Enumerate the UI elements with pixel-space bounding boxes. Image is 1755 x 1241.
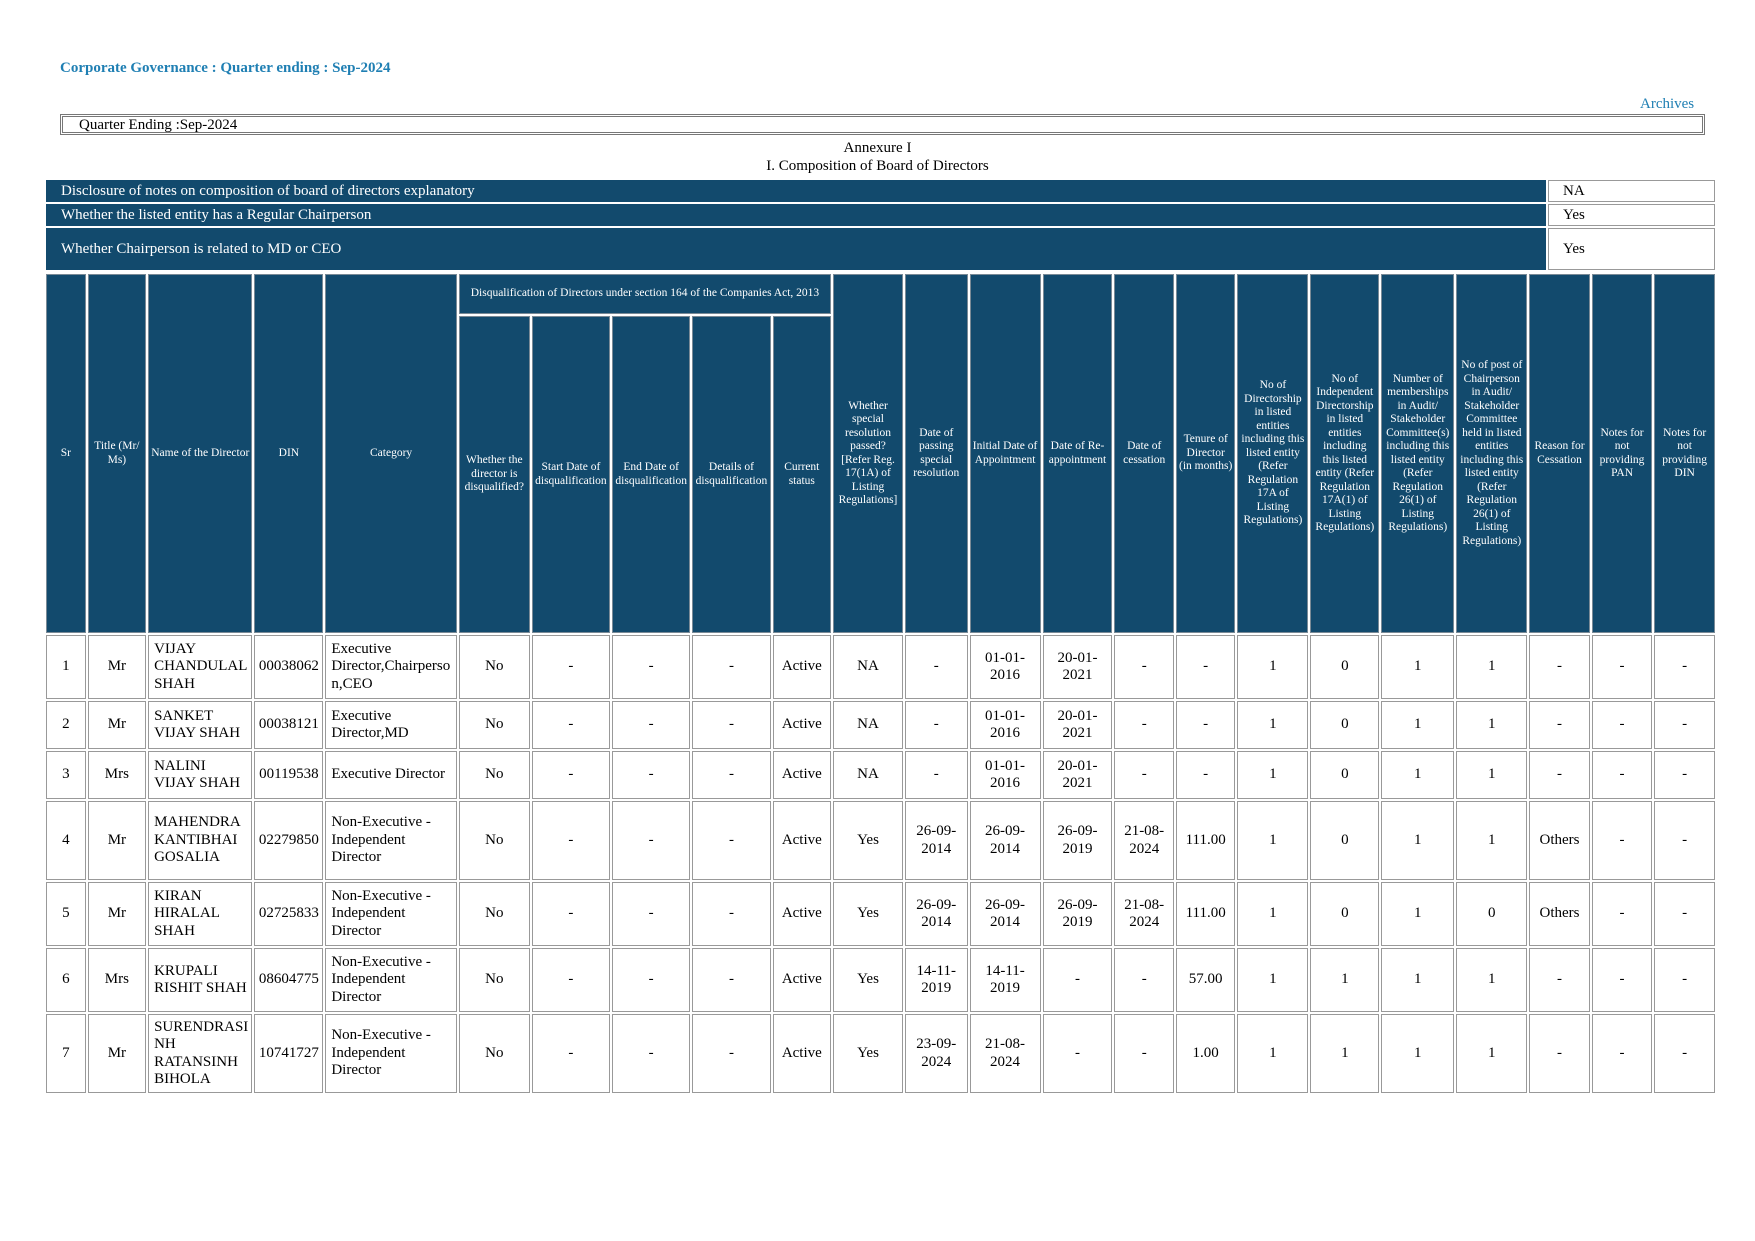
din-cell: 00119538 bbox=[254, 751, 323, 799]
start-date-cell: - bbox=[532, 751, 610, 799]
initial-date-cell: 26-09-2014 bbox=[970, 882, 1041, 946]
cessation-cell: - bbox=[1114, 948, 1173, 1012]
notes-din-cell: - bbox=[1654, 948, 1715, 1012]
sr-cell: 2 bbox=[46, 701, 86, 749]
disclosure-value: NA bbox=[1548, 180, 1715, 202]
cessation-cell: - bbox=[1114, 1014, 1173, 1093]
header-name: Name of the Director bbox=[148, 274, 252, 633]
disqualified-cell: No bbox=[459, 1014, 530, 1093]
disclosure-label: Whether Chairperson is related to MD or CEO bbox=[46, 228, 1546, 270]
table-row bbox=[46, 948, 1715, 1012]
reappointment-cell: 26-09-2019 bbox=[1043, 882, 1113, 946]
sr-cell: 5 bbox=[46, 882, 86, 946]
sr-cell: 4 bbox=[46, 801, 86, 880]
special-resolution-cell: NA bbox=[833, 635, 903, 699]
header-independent: No of Independent Directorship in listed entities including this listed entity (Refer Regulation 17A(1) of Listing Regulations) bbox=[1310, 274, 1379, 633]
status-cell: Active bbox=[773, 801, 831, 880]
reason-cell: - bbox=[1529, 948, 1590, 1012]
notes-pan-cell: - bbox=[1592, 948, 1653, 1012]
initial-date-cell: 21-08-2024 bbox=[970, 1014, 1041, 1093]
start-date-cell: - bbox=[532, 801, 610, 880]
chairperson-posts-cell: 1 bbox=[1456, 801, 1527, 880]
date-passing-cell: - bbox=[905, 751, 968, 799]
director-name-cell: NALINI VIJAY SHAH bbox=[148, 751, 252, 799]
start-date-cell: - bbox=[532, 882, 610, 946]
disqualified-cell: No bbox=[459, 801, 530, 880]
independent-cell: 1 bbox=[1310, 948, 1379, 1012]
tenure-cell: 57.00 bbox=[1176, 948, 1235, 1012]
header-title: Title (Mr/ Ms) bbox=[88, 274, 146, 633]
disclosure-row bbox=[46, 180, 1715, 202]
cessation-cell: 21-08-2024 bbox=[1114, 882, 1173, 946]
header-directorships: No of Directorship in listed entities including this listed entity (Refer Regulation 17A of Listing Regulations) bbox=[1237, 274, 1308, 633]
din-cell: 00038121 bbox=[254, 701, 323, 749]
special-resolution-cell: Yes bbox=[833, 882, 903, 946]
header-category: Category bbox=[325, 274, 457, 633]
disqualified-cell: No bbox=[459, 701, 530, 749]
end-date-cell: - bbox=[612, 1014, 690, 1093]
initial-date-cell: 01-01-2016 bbox=[970, 751, 1041, 799]
sr-cell: 3 bbox=[46, 751, 86, 799]
details-cell: - bbox=[692, 635, 770, 699]
independent-cell: 0 bbox=[1310, 751, 1379, 799]
notes-din-cell: - bbox=[1654, 801, 1715, 880]
status-cell: Active bbox=[773, 1014, 831, 1093]
details-cell: - bbox=[692, 801, 770, 880]
category-cell: Non-Executive - Independent Director bbox=[325, 801, 457, 880]
director-name-cell: MAHENDRA KANTIBHAI GOSALIA bbox=[148, 801, 252, 880]
end-date-cell: - bbox=[612, 948, 690, 1012]
header-tenure: Tenure of Director (in months) bbox=[1176, 274, 1235, 633]
table-row bbox=[46, 635, 1715, 699]
din-cell: 08604775 bbox=[254, 948, 323, 1012]
header-din: DIN bbox=[254, 274, 323, 633]
header-details: Details of disqualification bbox=[692, 316, 770, 633]
initial-date-cell: 01-01-2016 bbox=[970, 701, 1041, 749]
sr-cell: 6 bbox=[46, 948, 86, 1012]
status-cell: Active bbox=[773, 701, 831, 749]
reason-cell: - bbox=[1529, 701, 1590, 749]
end-date-cell: - bbox=[612, 882, 690, 946]
notes-pan-cell: - bbox=[1592, 751, 1653, 799]
reappointment-cell: - bbox=[1043, 948, 1113, 1012]
director-name-cell: KIRAN HIRALAL SHAH bbox=[148, 882, 252, 946]
memberships-cell: 1 bbox=[1381, 948, 1454, 1012]
disclosure-label: Disclosure of notes on composition of board of directors explanatory bbox=[46, 180, 1546, 202]
header-notes-din: Notes for not providing DIN bbox=[1654, 274, 1715, 633]
status-cell: Active bbox=[773, 948, 831, 1012]
title-cell: Mr bbox=[88, 801, 146, 880]
category-cell: Non-Executive - Independent Director bbox=[325, 1014, 457, 1093]
start-date-cell: - bbox=[532, 701, 610, 749]
special-resolution-cell: Yes bbox=[833, 948, 903, 1012]
special-resolution-cell: Yes bbox=[833, 801, 903, 880]
header-initial-date: Initial Date of Appointment bbox=[970, 274, 1041, 633]
header-end-date: End Date of disqualification bbox=[612, 316, 690, 633]
header-reappointment: Date of Re-appointment bbox=[1043, 274, 1113, 633]
end-date-cell: - bbox=[612, 701, 690, 749]
start-date-cell: - bbox=[532, 1014, 610, 1093]
table-row bbox=[46, 751, 1715, 799]
start-date-cell: - bbox=[532, 948, 610, 1012]
disqualified-cell: No bbox=[459, 948, 530, 1012]
sr-cell: 7 bbox=[46, 1014, 86, 1093]
header-memberships: Number of memberships in Audit/ Stakeholder Committee(s) including this listed entity (Refer Regulation 26(1) of Listing Regulations) bbox=[1381, 274, 1454, 633]
disqualified-cell: No bbox=[459, 635, 530, 699]
directorships-cell: 1 bbox=[1237, 635, 1308, 699]
reappointment-cell: - bbox=[1043, 1014, 1113, 1093]
chairperson-posts-cell: 1 bbox=[1456, 948, 1527, 1012]
notes-din-cell: - bbox=[1654, 751, 1715, 799]
table-row bbox=[46, 801, 1715, 880]
notes-pan-cell: - bbox=[1592, 882, 1653, 946]
directorships-cell: 1 bbox=[1237, 1014, 1308, 1093]
title-cell: Mr bbox=[88, 882, 146, 946]
cessation-cell: - bbox=[1114, 635, 1173, 699]
archives-link[interactable]: Archives bbox=[1640, 96, 1695, 112]
reason-cell: - bbox=[1529, 635, 1590, 699]
director-name-cell: VIJAY CHANDULAL SHAH bbox=[148, 635, 252, 699]
notes-din-cell: - bbox=[1654, 701, 1715, 749]
disclosure-value: Yes bbox=[1548, 204, 1715, 226]
details-cell: - bbox=[692, 948, 770, 1012]
chairperson-posts-cell: 1 bbox=[1456, 635, 1527, 699]
memberships-cell: 1 bbox=[1381, 635, 1454, 699]
details-cell: - bbox=[692, 1014, 770, 1093]
status-cell: Active bbox=[773, 635, 831, 699]
title-cell: Mr bbox=[88, 635, 146, 699]
start-date-cell: - bbox=[532, 635, 610, 699]
reappointment-cell: 20-01-2021 bbox=[1043, 635, 1113, 699]
notes-pan-cell: - bbox=[1592, 635, 1653, 699]
end-date-cell: - bbox=[612, 635, 690, 699]
category-cell: Executive Director,Chairperson,CEO bbox=[325, 635, 457, 699]
cessation-cell: 21-08-2024 bbox=[1114, 801, 1173, 880]
page-title: Corporate Governance : Quarter ending : Sep-2024 bbox=[60, 60, 391, 76]
disclosure-row bbox=[46, 228, 1715, 270]
category-cell: Non-Executive - Independent Director bbox=[325, 948, 457, 1012]
category-cell: Executive Director,MD bbox=[325, 701, 457, 749]
header-special-resolution: Whether special resolution passed? [Refer Reg. 17(1A) of Listing Regulations] bbox=[833, 274, 903, 633]
details-cell: - bbox=[692, 751, 770, 799]
chairperson-posts-cell: 1 bbox=[1456, 1014, 1527, 1093]
independent-cell: 0 bbox=[1310, 882, 1379, 946]
header-sr: Sr bbox=[46, 274, 86, 633]
annexure-heading bbox=[0, 139, 1755, 175]
quarter-ending-box: Quarter Ending :Sep-2024 bbox=[60, 114, 1705, 135]
date-passing-cell: - bbox=[905, 701, 968, 749]
memberships-cell: 1 bbox=[1381, 1014, 1454, 1093]
special-resolution-cell: NA bbox=[833, 751, 903, 799]
reappointment-cell: 20-01-2021 bbox=[1043, 701, 1113, 749]
initial-date-cell: 14-11-2019 bbox=[970, 948, 1041, 1012]
tenure-cell: 111.00 bbox=[1176, 882, 1235, 946]
din-cell: 00038062 bbox=[254, 635, 323, 699]
independent-cell: 0 bbox=[1310, 701, 1379, 749]
table-row bbox=[46, 882, 1715, 946]
section-title: I. Composition of Board of Directors bbox=[766, 158, 989, 174]
table-row bbox=[46, 1014, 1715, 1093]
directorships-cell: 1 bbox=[1237, 801, 1308, 880]
date-passing-cell: 26-09-2014 bbox=[905, 882, 968, 946]
disqualified-cell: No bbox=[459, 751, 530, 799]
independent-cell: 1 bbox=[1310, 1014, 1379, 1093]
notes-pan-cell: - bbox=[1592, 801, 1653, 880]
date-passing-cell: - bbox=[905, 635, 968, 699]
table-row bbox=[46, 701, 1715, 749]
directorships-cell: 1 bbox=[1237, 701, 1308, 749]
din-cell: 10741727 bbox=[254, 1014, 323, 1093]
reason-cell: - bbox=[1529, 1014, 1590, 1093]
special-resolution-cell: Yes bbox=[833, 1014, 903, 1093]
tenure-cell: - bbox=[1176, 635, 1235, 699]
disclosure-row bbox=[46, 204, 1715, 226]
directors-table-body bbox=[46, 635, 1715, 1093]
status-cell: Active bbox=[773, 751, 831, 799]
initial-date-cell: 26-09-2014 bbox=[970, 801, 1041, 880]
category-cell: Executive Director bbox=[325, 751, 457, 799]
date-passing-cell: 26-09-2014 bbox=[905, 801, 968, 880]
director-name-cell: SURENDRASINH RATANSINH BIHOLA bbox=[148, 1014, 252, 1093]
notes-pan-cell: - bbox=[1592, 1014, 1653, 1093]
notes-din-cell: - bbox=[1654, 882, 1715, 946]
din-cell: 02725833 bbox=[254, 882, 323, 946]
special-resolution-cell: NA bbox=[833, 701, 903, 749]
date-passing-cell: 23-09-2024 bbox=[905, 1014, 968, 1093]
cessation-cell: - bbox=[1114, 751, 1173, 799]
annexure-title: Annexure I bbox=[843, 140, 912, 156]
header-notes-pan: Notes for not providing PAN bbox=[1592, 274, 1653, 633]
details-cell: - bbox=[692, 701, 770, 749]
header-reason-cessation: Reason for Cessation bbox=[1529, 274, 1590, 633]
disqualified-cell: No bbox=[459, 882, 530, 946]
title-cell: Mrs bbox=[88, 948, 146, 1012]
disclosure-table bbox=[44, 178, 1717, 272]
title-cell: Mr bbox=[88, 701, 146, 749]
reason-cell: Others bbox=[1529, 882, 1590, 946]
date-passing-cell: 14-11-2019 bbox=[905, 948, 968, 1012]
director-name-cell: SANKET VIJAY SHAH bbox=[148, 701, 252, 749]
reason-cell: Others bbox=[1529, 801, 1590, 880]
title-cell: Mrs bbox=[88, 751, 146, 799]
header-chairperson-posts: No of post of Chairperson in Audit/ Stakeholder Committee held in listed entities including this listed entity (Refer Regulation 26(1) of Listing Regulations) bbox=[1456, 274, 1527, 633]
tenure-cell: - bbox=[1176, 701, 1235, 749]
notes-pan-cell: - bbox=[1592, 701, 1653, 749]
chairperson-posts-cell: 1 bbox=[1456, 701, 1527, 749]
chairperson-posts-cell: 1 bbox=[1456, 751, 1527, 799]
directorships-cell: 1 bbox=[1237, 948, 1308, 1012]
sr-cell: 1 bbox=[46, 635, 86, 699]
end-date-cell: - bbox=[612, 751, 690, 799]
chairperson-posts-cell: 0 bbox=[1456, 882, 1527, 946]
memberships-cell: 1 bbox=[1381, 882, 1454, 946]
title-cell: Mr bbox=[88, 1014, 146, 1093]
director-name-cell: KRUPALI RISHIT SHAH bbox=[148, 948, 252, 1012]
notes-din-cell: - bbox=[1654, 1014, 1715, 1093]
independent-cell: 0 bbox=[1310, 801, 1379, 880]
header-date-passing: Date of passing special resolution bbox=[905, 274, 968, 633]
category-cell: Non-Executive - Independent Director bbox=[325, 882, 457, 946]
tenure-cell: 1.00 bbox=[1176, 1014, 1235, 1093]
din-cell: 02279850 bbox=[254, 801, 323, 880]
header-disqualification-group: Disqualification of Directors under section 164 of the Companies Act, 2013 bbox=[459, 274, 831, 314]
header-disqualified: Whether the director is disqualified? bbox=[459, 316, 530, 633]
directorships-cell: 1 bbox=[1237, 751, 1308, 799]
memberships-cell: 1 bbox=[1381, 751, 1454, 799]
memberships-cell: 1 bbox=[1381, 701, 1454, 749]
notes-din-cell: - bbox=[1654, 635, 1715, 699]
reappointment-cell: 20-01-2021 bbox=[1043, 751, 1113, 799]
directors-table bbox=[44, 272, 1717, 1095]
directorships-cell: 1 bbox=[1237, 882, 1308, 946]
independent-cell: 0 bbox=[1310, 635, 1379, 699]
reappointment-cell: 26-09-2019 bbox=[1043, 801, 1113, 880]
tenure-cell: 111.00 bbox=[1176, 801, 1235, 880]
header-start-date: Start Date of disqualification bbox=[532, 316, 610, 633]
cessation-cell: - bbox=[1114, 701, 1173, 749]
memberships-cell: 1 bbox=[1381, 801, 1454, 880]
reason-cell: - bbox=[1529, 751, 1590, 799]
details-cell: - bbox=[692, 882, 770, 946]
initial-date-cell: 01-01-2016 bbox=[970, 635, 1041, 699]
header-current-status: Current status bbox=[773, 316, 831, 633]
disclosure-label: Whether the listed entity has a Regular Chairperson bbox=[46, 204, 1546, 226]
disclosure-value: Yes bbox=[1548, 228, 1715, 270]
status-cell: Active bbox=[773, 882, 831, 946]
header-cessation: Date of cessation bbox=[1114, 274, 1173, 633]
end-date-cell: - bbox=[612, 801, 690, 880]
tenure-cell: - bbox=[1176, 751, 1235, 799]
